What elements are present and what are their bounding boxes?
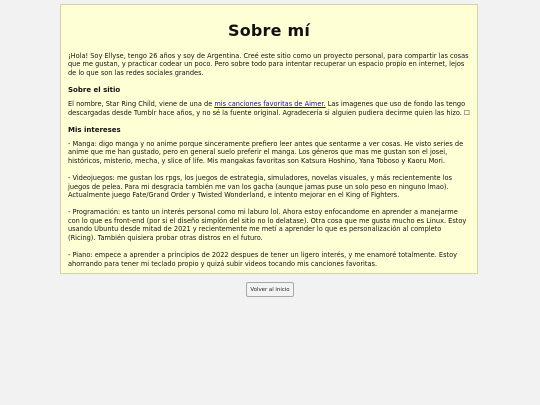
site-text-after-link: Las imagenes que uso de fondo las tengo descargadas desde Tumblr hace años, y no sé la fuente original. Agradecería si alguien pudiera decirme quien las hizo. ☐ (68, 100, 470, 117)
page-title: Sobre mí (227, 21, 311, 40)
site-text-before-link: El nombre, Star Ring Child, viene de una de (68, 100, 215, 109)
about-panel (60, 4, 478, 274)
interest-manga: - Manga: digo manga y no anime porque sinceramente prefiero leer antes que sentarme a ver cosas. He visto series de anime que me han gustado, pero en general suelo preferir el manga. Los géneros que mas me gustan son el josei, históricos, misterio, mecha, y slice of life. Mis mangakas favoritas son Katsura Hoshino, Yana Toboso y Kaoru Mori. (68, 140, 464, 165)
site-paragraph (68, 100, 470, 117)
interest-videojuegos: - Videojuegos: me gustan los rpgs, los juegos de estrategia, simuladores, novelas visuales, y más recientemente los juegos de pelea. Para mi desgracia también me van los gacha (aunque jamas puse un solo peso en ninguno lmao). Actualmente juego Fate/Grand Order y Twisted Wonderland, e intento mejorar en el King of Fighters. (68, 174, 452, 200)
interest-piano: - Piano: empece a aprender a principios de 2022 despues de tener un ligero interés, y me enamoré totalmente. Estoy ahorrando para tener mi teclado propio y quizá subir videos tocando mis canciones favoritas. (68, 251, 458, 268)
site-section-heading: Sobre el sitio (68, 86, 121, 95)
favorite-songs-link[interactable]: mis canciones favoritas de Aimer. (214, 100, 326, 109)
back-home-button[interactable]: Volver al inicio (246, 282, 294, 297)
intro-paragraph: ¡Hola! Soy Ellyse, tengo 26 años y soy de Argentina. Creé este sitio como un proyecto personal, para compartir las cosas que me gustan, y practicar codear un poco. Pero sobre todo para intentar recuperar un espacio propio en internet, lejos de lo que son las redes sociales grandes. (68, 52, 469, 77)
interests-section-heading: Mis intereses (68, 126, 121, 135)
interest-programacion: - Programación: es tanto un interés personal como mi laburo lol. Ahora estoy enfocandome en aprender a manejarme con lo que es front-end (por si el diseño simplón del sitio no lo delatase). Otra cosa que me gusta mucho es Linux. Estoy usando Ubuntu desde mitad de 2021 y recientemente me metí a aprender lo que es personalización al completo (Ricing). También quisiera probar otras distros en el futuro. (68, 208, 467, 242)
